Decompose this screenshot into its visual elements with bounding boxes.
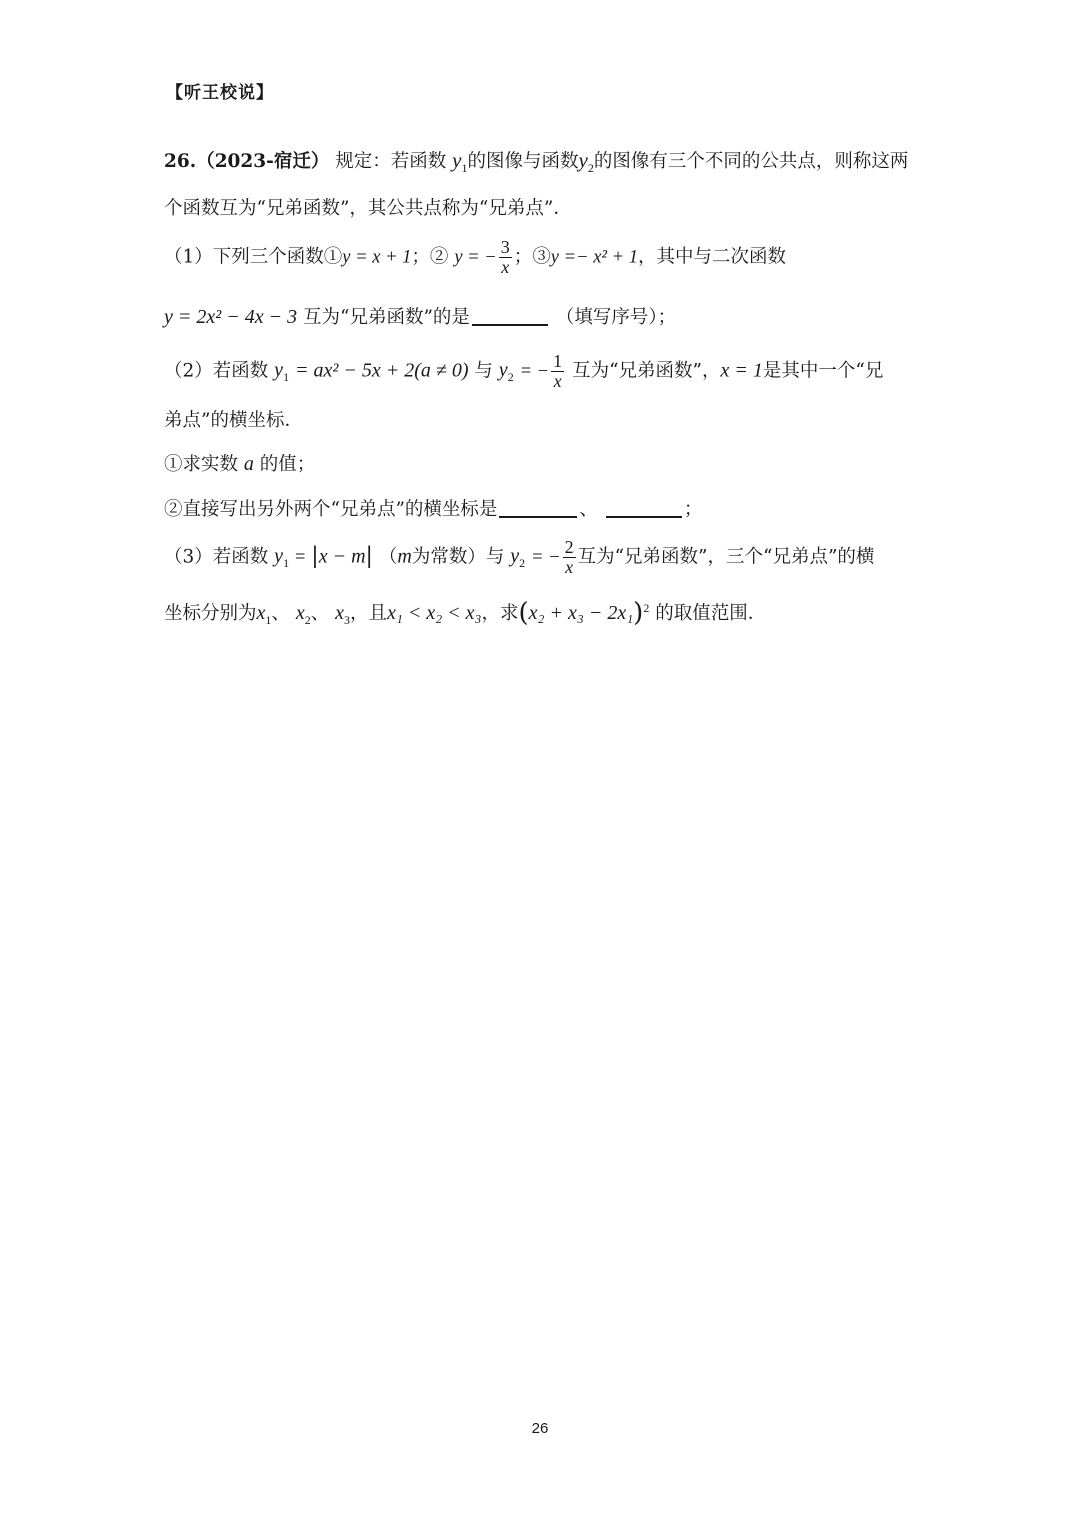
part3-label: （3）若函数	[164, 546, 269, 568]
part2-tail: 是其中一个“兄	[762, 360, 884, 382]
part3-line2: 坐标分别为$x_1$、 $x_2$、 $x_3$，且x₁ < x₂ < x₃，求$(x_2 + x_3 - 2x_1)^2$ 的取值范围．	[164, 598, 767, 628]
page-number: 26	[531, 1420, 549, 1437]
part1-func2-lhs: y = −	[454, 247, 497, 268]
part1-eq-tail: 互为“兄弟函数”的是	[303, 307, 470, 328]
part1-line2	[164, 306, 676, 328]
intro-text-a: 规定：若函数	[335, 151, 447, 172]
part2-label: （2）若函数	[164, 360, 269, 382]
part1-sep2: ；②	[411, 246, 449, 268]
q1-var: a	[243, 453, 254, 475]
part3-m-var: m	[397, 545, 412, 568]
part3-abs-inner: x − m	[318, 545, 366, 568]
var-y2: $y_2$	[578, 148, 594, 176]
part2-y1-expr: = ax² − 5x + 2(a ≠ 0)	[294, 359, 469, 382]
var-y1: $y_1$	[452, 148, 468, 176]
part2-line2: 弟点”的横坐标．	[164, 410, 303, 431]
fraction-denominator: x	[501, 256, 510, 277]
var-y1: $y_1$	[274, 545, 290, 571]
part3-y1-eq: =	[294, 547, 306, 568]
fraction-numerator: 2	[564, 537, 574, 557]
comma: 、	[271, 603, 290, 624]
part2-question2	[164, 498, 702, 520]
part2-y2-fraction	[551, 352, 564, 391]
var-x3: $x_3$	[335, 602, 350, 627]
var-y1: $y_1$	[274, 359, 290, 385]
part1-sep3: ；③	[513, 246, 551, 268]
part3-line1: （3）若函数 $y_1 = |x - m|$ （m为常数）与 $y_2$ = − $\frac{2}{x}$ 互为“兄弟函数”，三个“兄弟点”的横	[164, 537, 875, 577]
q2-end: ；	[683, 499, 703, 520]
q1-text-b: 的值；	[259, 454, 316, 475]
var-y2: $y_2$	[498, 359, 514, 385]
part2-y2-lhs: = −	[519, 361, 550, 382]
part2-mid: 互为“兄弟函数”，	[572, 360, 721, 382]
part2-line1	[164, 352, 883, 391]
part2-question1	[164, 454, 315, 475]
part3-y2-fraction	[563, 538, 576, 577]
intro-text-c: 的图像有三个不同的公共点，则称这两	[593, 151, 909, 172]
part1-tail: ，其中与二次函数	[637, 246, 786, 268]
part1-label: （1）下列三个函数①	[164, 246, 343, 268]
var-x1: $x_1$	[256, 602, 272, 627]
var-x2: $x_2$	[295, 602, 311, 627]
q2-text: ②直接写出另外两个“兄弟点”的横坐标是	[164, 499, 498, 520]
part3-paren-a: （	[378, 546, 398, 568]
header-tag: 【听王校说】	[166, 83, 274, 103]
fraction-numerator: 1	[553, 351, 563, 371]
part3-end: 的取值范围．	[655, 603, 767, 624]
part3-and: ，且	[350, 603, 388, 624]
part1-fill-hint: （填写序号）；	[555, 307, 677, 328]
part1-func2-fraction	[499, 238, 512, 277]
comma: 、	[310, 603, 330, 624]
part1-line1	[164, 238, 786, 277]
part3-paren-b: 为常数）与	[411, 546, 505, 568]
q1-text-a: ①求实数	[164, 454, 239, 475]
part1-func3: y =− x² + 1	[550, 247, 638, 268]
fraction-denominator: x	[553, 370, 562, 391]
part3-expression: x₂ + x₃ − 2x₁	[528, 602, 634, 624]
part1-quadratic: y = 2x² − 4x − 3	[164, 306, 298, 328]
part3-line2-a: 坐标分别为	[164, 603, 257, 624]
part2-x-eq: x = 1	[720, 359, 763, 382]
part3-y2-lhs: = −	[531, 547, 561, 568]
part1-func1: y = x + 1	[342, 247, 412, 268]
problem-source: （2023-宿迁）	[196, 151, 330, 172]
part3-tail: 互为“兄弟函数”，三个“兄弟点”的横	[577, 546, 875, 568]
part3-inequality: x₁ < x₂ < x₃	[387, 602, 482, 624]
answer-blank-1[interactable]	[472, 306, 548, 326]
problem-intro-line2: 个函数互为“兄弟函数”，其公共点称为“兄弟点”．	[164, 198, 572, 219]
answer-blank-2[interactable]	[499, 498, 577, 518]
intro-text-b: 的图像与函数	[467, 151, 579, 172]
fraction-denominator: x	[565, 556, 574, 577]
fraction-numerator: 3	[500, 237, 510, 257]
part3-square: 2	[643, 600, 650, 615]
var-y2: $y_2$	[510, 545, 526, 571]
answer-blank-3[interactable]	[606, 498, 682, 518]
problem-number: 26.	[164, 151, 197, 172]
part2-and: 与	[474, 360, 493, 382]
problem-intro-line1	[164, 148, 909, 176]
part3-find: ，求	[481, 603, 519, 624]
q2-sep: 、	[579, 499, 598, 520]
